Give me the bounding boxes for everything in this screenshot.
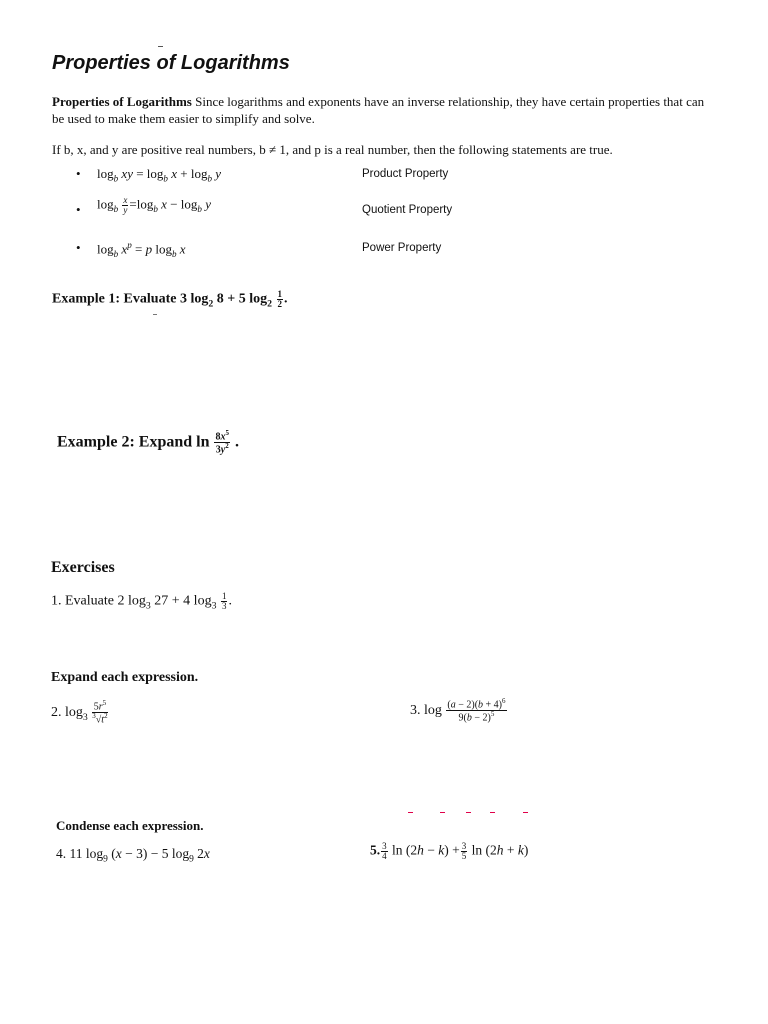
exercise-2-label: 2. log (51, 705, 83, 721)
power-property-formula: $\log_b x^p = p$ $\log_b x$ (97, 240, 186, 259)
intro-text: Since logarithms and exponents have an inverse relationship, they have certain properties that can be used to make them easier to simplify and solve. (52, 94, 705, 126)
page-title: Properties of Logarithms (52, 52, 290, 74)
bullet-icon: • (76, 166, 81, 181)
exercise-3 (410, 698, 508, 724)
exercise-1-mid: 27 + 4 log (150, 593, 212, 609)
example-2-label: Example 2: Expand ln (57, 433, 210, 451)
exercise-1-label: 1. Evaluate 2 log (51, 593, 146, 609)
exercise-5-fraction-b: $\frac{3}{5}$ (461, 841, 467, 861)
expand-heading: Expand each expression. (51, 670, 199, 685)
product-property-label: Product Property (362, 168, 449, 180)
bullet-icon: • (76, 202, 81, 217)
exercise-2: 2. $\log_3$ $\frac{5r^5}{^3√t^2}$ (51, 699, 108, 726)
example-1-tail: 8 + 5 log (213, 291, 268, 307)
exercise-4: 4. 11 $\log_9 (x - 3) - 5$ $\log_9 2x$ (56, 846, 210, 865)
stray-mark (153, 314, 157, 315)
example-1-fraction: $\frac{1}{2}$ (277, 289, 283, 309)
example-1-label: Example 1: Evaluate 3 log (52, 291, 209, 307)
example-1: Example 1: Evaluate 3 $\log_2 8 + 5$ $\log_2$ $\frac{1}{2}$ . (52, 289, 288, 310)
exercise-5: 5. $\frac{3}{4}$ ln (2h − k) + $\frac{3}{5}$ ln (2h + k) (370, 841, 529, 861)
exercise-5-label: 5. (370, 842, 381, 858)
quotient-property-formula: $\log_b$ $\frac{x}{y}$ $=\log_b$ $x - \log_b y$ (97, 195, 211, 215)
example-2-fraction: $\frac{8x^5}{3y^2}$ (215, 429, 229, 456)
exercises-heading: Exercises (51, 559, 115, 576)
intro-lead: Properties of Logarithms (52, 94, 192, 109)
condition-statement: If b, x, and y are positive real numbers, b ≠ 1, and p is a real number, then the following statements are true. (52, 142, 613, 157)
exercise-3-fraction: $\frac{(a - 2)(b + 4)^6}{9(b - 2)^5}$ (447, 697, 506, 724)
stray-mark (158, 46, 163, 47)
intro-paragraph (52, 93, 712, 127)
exercise-1: 1. Evaluate 2 $\log_3 27 + 4$ $\log_3$ $\frac{1}{3}$ . (51, 591, 232, 612)
exercise-5-fraction-a: $\frac{3}{4}$ (382, 841, 387, 861)
red-marks (408, 812, 528, 816)
quotient-property-label: Quotient Property (362, 204, 453, 216)
condense-heading: Condense each expression. (56, 818, 204, 833)
example-2: Example 2: Expand ln $\frac{8x^5}{3y^2}$ . (57, 429, 239, 456)
power-property-label: Power Property (362, 242, 442, 254)
bullet-icon: • (76, 240, 81, 255)
exercise-4-label: 4. 11 log (56, 846, 104, 861)
exercise-2-fraction: $\frac{5r^5}{^3√t^2}$ (92, 699, 108, 726)
exercise-1-fraction: $\frac{1}{3}$ (221, 591, 227, 611)
exercise-3-label: 3. log (410, 703, 442, 719)
product-property-formula: $\log_b$ xy = $\log_b x + \log_b y$ (97, 166, 222, 184)
quotient-fraction: $\frac{x}{y}$ (123, 195, 128, 215)
